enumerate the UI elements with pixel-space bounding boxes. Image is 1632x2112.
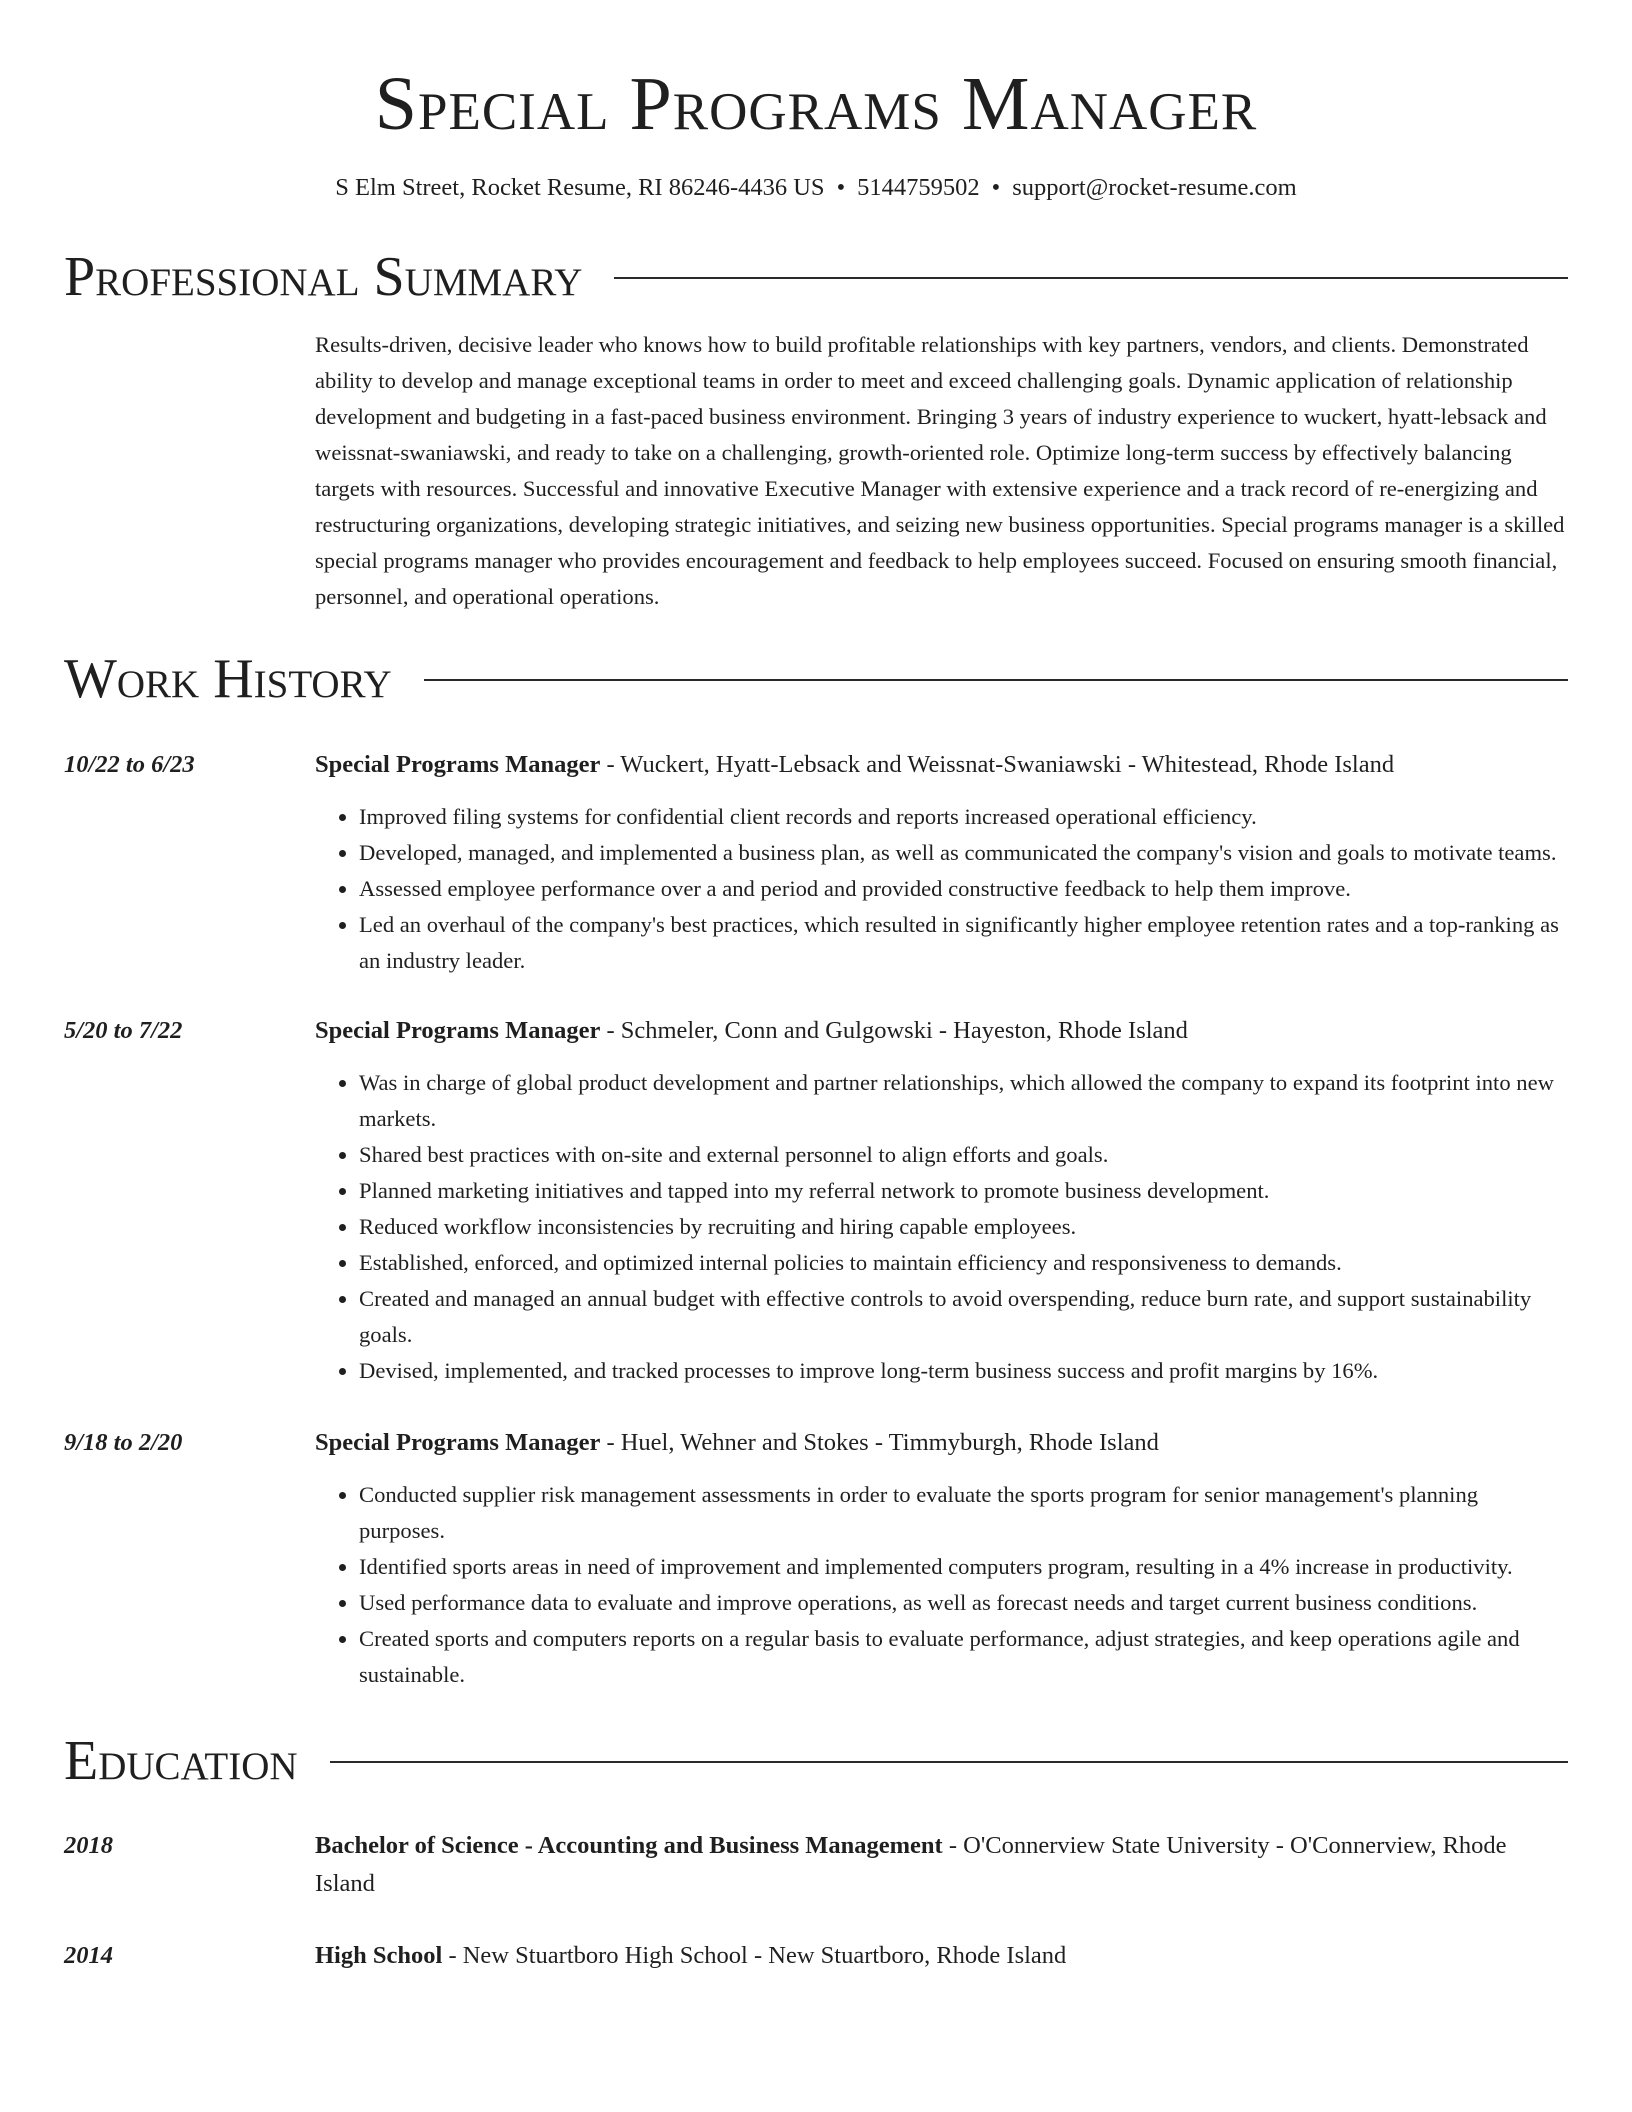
job-date: 9/18 to 2/20 [64, 1428, 183, 1456]
job-details: - Wuckert, Hyatt-Lebsack and Weissnat-Swaniawski - Whitestead, Rhode Island [600, 750, 1395, 778]
job-date: 5/20 to 7/22 [64, 1016, 183, 1044]
contact-email: support@rocket-resume.com [1012, 174, 1297, 201]
summary-text: Results-driven, decisive leader who knows how to build profitable relationships with key partners, vendors, and clients. Demonstrated ability to develop and manage exceptional teams in order to meet and exceed challenging goals. Dynamic application of relationship development and budgeting in a fast-paced business environment. Bringing 3 years of industry experience to wuckert, hyatt-lebsack and weissnat-swaniawski, and ready to take on a challenging, growth-oriented role. Optimize long-term success by effectively balancing targets with resources. Successful and innovative Executive Manager with extensive experience and a track record of re-energizing and restructuring organizations, developing strategic initiatives, and seizing new business opportunities. Special programs manager is a skilled special programs manager who provides encouragement and feedback to help employees succeed. Focused on ensuring smooth financial, personnel, and operational operations. [315, 331, 1565, 609]
contact-line [64, 176, 1568, 201]
section-divider [614, 277, 1568, 279]
section-title: Professional Summary [64, 245, 583, 308]
job-bullet: • Identified sports areas in need of improvement and implemented computers program, resulting in a 4% increase in productivity. [359, 1549, 1568, 1585]
education-body [315, 1937, 1568, 1975]
job-body [315, 1013, 1568, 1389]
job-title-line [315, 1013, 1568, 1049]
job-bullet: • Was in charge of global product development and partner relationships, which allowed the company to expand its footprint into new markets. [359, 1065, 1568, 1137]
section-title: Education [64, 1729, 298, 1792]
job-bullets [315, 799, 1568, 979]
contact-phone: 5144759502 [857, 174, 980, 201]
job-bullet: • Led an overhaul of the company's best practices, which resulted in significantly higher employee retention rates and a top-ranking as an industry leader. [359, 907, 1568, 979]
section-heading-work-history [64, 647, 1568, 710]
job-entry [64, 1425, 1568, 1693]
contact-address: S Elm Street, Rocket Resume, RI 86246-4436 US [335, 174, 825, 201]
section-heading-summary [64, 245, 1568, 308]
job-date: 10/22 to 6/23 [64, 750, 195, 778]
education-body [315, 1827, 1568, 1903]
job-entry [64, 747, 1568, 979]
job-bullets [315, 1065, 1568, 1389]
education-entry [64, 1827, 1568, 1903]
job-role: Special Programs Manager [315, 750, 601, 778]
job-bullet: • Planned marketing initiatives and tapped into my referral network to promote business development. [359, 1173, 1568, 1209]
job-title-line [315, 1425, 1568, 1461]
job-bullet: • Reduced workflow inconsistencies by recruiting and hiring capable employees. [359, 1209, 1568, 1245]
section-divider [330, 1761, 1568, 1763]
job-bullet: • Established, enforced, and optimized internal policies to maintain efficiency and responsiveness to demands. [359, 1245, 1568, 1281]
section-heading-education [64, 1729, 1568, 1792]
resume-page [64, 0, 1568, 1975]
contact-separator: • [991, 174, 1001, 201]
job-bullet: • Conducted supplier risk management assessments in order to evaluate the sports program for senior management's planning purposes. [359, 1477, 1568, 1549]
job-title-line [315, 747, 1568, 783]
job-role: Special Programs Manager [315, 1016, 601, 1044]
education-details: - New Stuartboro High School - New Stuartboro, Rhode Island [442, 1941, 1067, 1969]
contact-separator: • [836, 174, 846, 201]
job-entry [64, 1013, 1568, 1389]
job-body [315, 1425, 1568, 1693]
job-bullet: • Created and managed an annual budget with effective controls to avoid overspending, reduce burn rate, and support sustainability goals. [359, 1281, 1568, 1353]
job-bullet: • Created sports and computers reports on a regular basis to evaluate performance, adjust strategies, and keep operations agile and sustainable. [359, 1621, 1568, 1693]
job-details: - Huel, Wehner and Stokes - Timmyburgh, Rhode Island [600, 1428, 1159, 1456]
job-body [315, 747, 1568, 979]
job-role: Special Programs Manager [315, 1428, 601, 1456]
job-bullet: • Used performance data to evaluate and improve operations, as well as forecast needs and target current business conditions. [359, 1585, 1568, 1621]
education-degree: Bachelor of Science - Accounting and Business Management [315, 1831, 943, 1859]
education-date: 2018 [64, 1831, 113, 1859]
job-details: - Schmeler, Conn and Gulgowski - Hayeston, Rhode Island [600, 1016, 1188, 1044]
job-bullet: • Improved filing systems for confidential client records and reports increased operational efficiency. [359, 799, 1568, 835]
education-degree: High School [315, 1941, 443, 1969]
education-details: - O'Connerview State University - O'Connerview, Rhode Island [315, 1831, 1507, 1897]
section-title: Work History [64, 647, 392, 710]
section-divider [424, 679, 1568, 681]
job-bullet: • Developed, managed, and implemented a business plan, as well as communicated the company's vision and goals to motivate teams. [359, 835, 1568, 871]
resume-title: Special Programs Manager [374, 62, 1258, 146]
job-bullet: • Devised, implemented, and tracked processes to improve long-term business success and profit margins by 16%. [359, 1353, 1568, 1389]
job-bullet: • Shared best practices with on-site and external personnel to align efforts and goals. [359, 1137, 1568, 1173]
job-bullet: • Assessed employee performance over a and period and provided constructive feedback to help them improve. [359, 871, 1568, 907]
education-entry [64, 1937, 1568, 1975]
job-bullets [315, 1477, 1568, 1693]
education-date: 2014 [64, 1941, 113, 1969]
